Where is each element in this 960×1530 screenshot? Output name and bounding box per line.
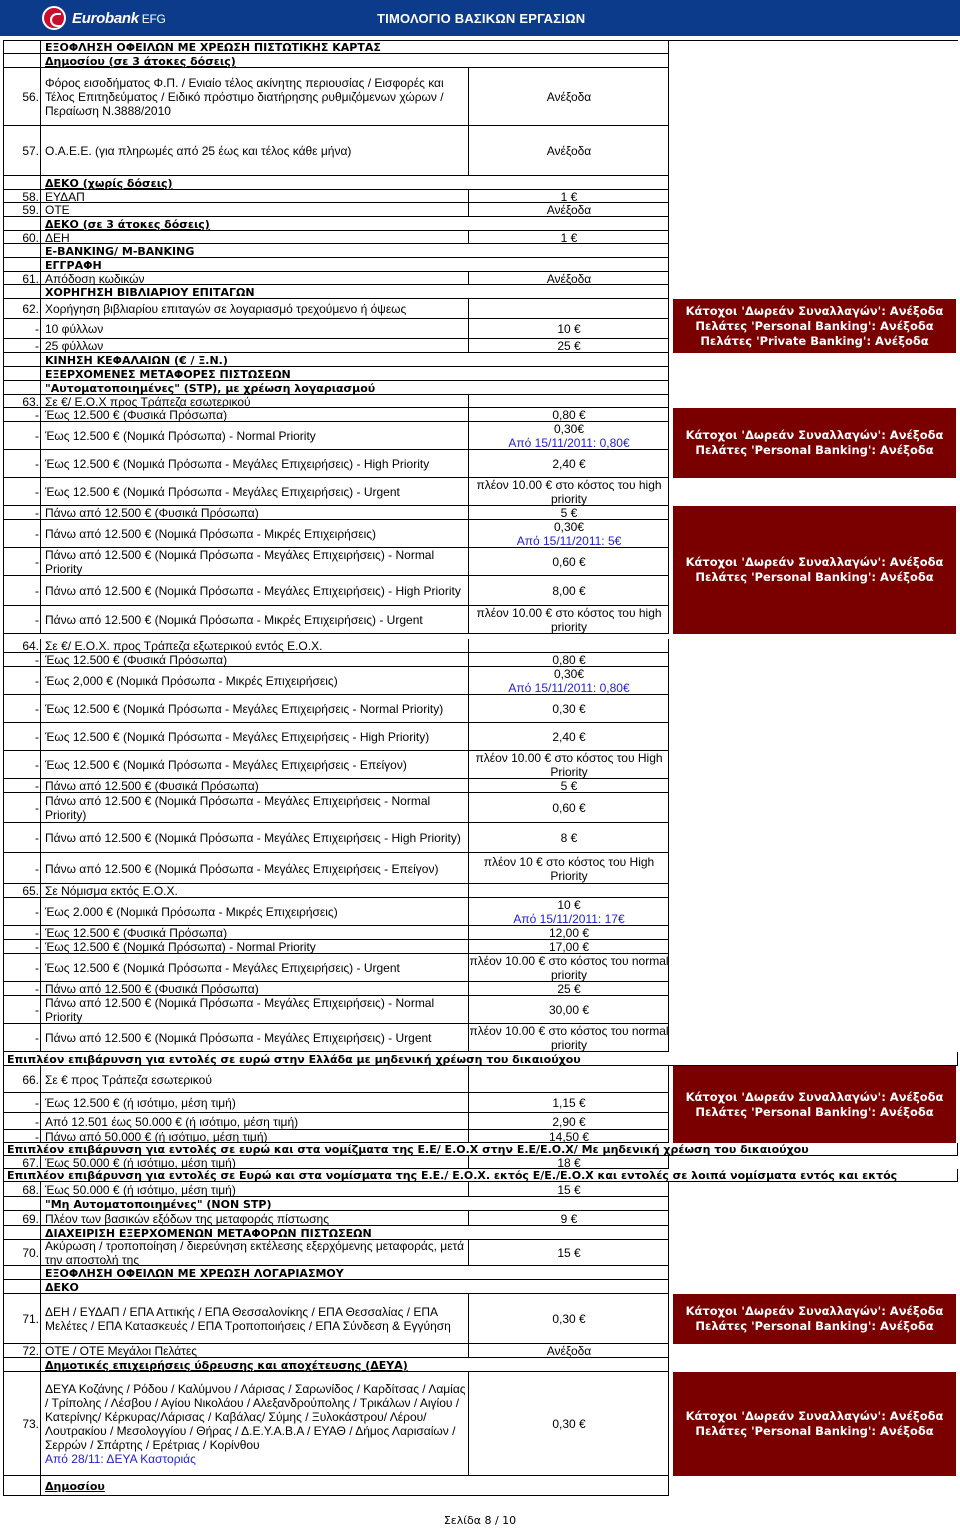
exemption-note-line: Πελάτες 'Personal Banking': Ανέξοδα [695,570,934,584]
section-heading-row [3,1197,958,1211]
exemption-note-line: Πελάτες 'Private Banking': Ανέξοδα [700,333,929,348]
item-fee: 8 € [560,831,578,845]
section-heading: E-BANKING/ M-BANKING [45,244,195,258]
section-heading: "Μη Αυτοματοποιημένες" (NON STP) [45,1197,272,1211]
section-heading-row [3,367,958,381]
item-number: - [35,926,39,940]
item-description [43,1372,469,1476]
item-number: 66. [22,1072,39,1087]
section-heading-row [3,1280,958,1294]
item-fee: Ανέξοδα [546,1344,592,1358]
item-number: - [35,982,39,996]
item-description: Πάνω από 12.500 € (Νομικά Πρόσωπα - Μικρές Επιχειρήσεις) - Urgent [45,613,423,627]
item-fee-value: 0,30€ [553,520,585,534]
section-heading-row [3,258,958,272]
table-row [3,695,958,723]
exemption-note-line: Πελάτες 'Personal Banking': Ανέξοδα [695,1424,934,1438]
table-row [3,898,958,926]
item-description: Έως 12.500 € (Φυσικά Πρόσωπα) [45,926,228,940]
item-description-text: ΔΕΥΑ Κοζάνης / Ρόδου / Καλύμνου / Λάρισας / Σαρωνίδος / Καρδίτσας / Λαμίας / Τρίπολης / Λέσβου / Αγίου Νικολάου / Αλεξανδρούπολης / Τρικάλων / Αιγίου / Κατερίνης/ Κέρκυρας/Λάρισας / Καβάλας/ Σύμης / Ξυλοκάστρου/ Λέρου/ Λουτρακίου / Μεσολογγίου / Θήρας / Δ.Ε.Υ.Α.Β.Α / ΕΥΑΘ / Δήμος Λαρισαίων / Σερρών / Σπάρτης / Ερέτριας / Κορίνθου [45,1382,466,1452]
table-row [3,779,958,793]
item-description: Σε €/ Ε.Ο.Χ. προς Τράπεζα εξωτερικού εντός Ε.Ο.Χ. [45,639,323,653]
section-heading-row [3,1052,958,1066]
section-heading: ΔΙΑΧΕΙΡΙΣΗ ΕΞΕΡΧΟΜΕΝΩΝ ΜΕΤΑΦΟΡΩΝ ΠΙΣΤΩΣΕΩΝ [45,1226,372,1240]
table-row [3,982,958,996]
item-description: Χορήγηση βιβλιαρίου επιταγών σε λογαριασμό τρεχούμενο ή όψεως [45,302,407,316]
item-number: 63. [22,395,39,408]
item-number: - [35,613,39,627]
item-number: 64. [22,639,39,653]
item-number: - [35,1031,39,1045]
item-number: - [35,653,39,667]
item-fee-value: 0,30€ [553,422,585,436]
table-row [3,996,958,1024]
table-row [3,478,958,506]
item-number: 69. [22,1211,39,1226]
item-number: - [35,1114,39,1129]
item-fee: 0,30 € [552,1417,586,1431]
item-fee-new-value: Από 15/11/2011: 0,80€ [508,681,630,695]
logo-mark-icon [42,6,66,30]
item-fee [469,667,669,695]
table-row [3,1156,958,1169]
item-description: ΟΤΕ [45,203,70,217]
section-heading-row [3,1143,958,1156]
exemption-note-line: Κάτοχοι 'Δωρεάν Συναλλαγών': Ανέξοδα [685,1304,944,1318]
item-fee: 10 € [557,322,581,336]
table-row [3,853,958,884]
exemption-note-line: Πελάτες 'Personal Banking': Ανέξοδα [695,443,934,457]
item-fee: πλέον 10.00 € στο κόστος του High Priority [475,751,663,779]
item-description: Έως 12.500 € (Νομικά Πρόσωπα - Μεγάλες Επιχειρήσεις) - Urgent [45,485,400,499]
section-heading-row [3,1169,958,1182]
item-fee: 18 € [557,1156,581,1169]
item-fee [469,299,669,319]
item-number: - [35,485,39,499]
item-description: Πάνω από 12.500 € (Νομικά Πρόσωπα - Μεγάλες Επιχειρήσεις) - High Priority [45,584,461,598]
item-number: - [35,940,39,954]
item-fee-value: 0,30€ [553,667,585,681]
item-description: Έως 12.500 € (Νομικά Πρόσωπα - Μεγάλες Επιχειρήσεις) - Urgent [45,961,400,975]
table-row [3,126,958,176]
table-row [3,926,958,940]
section-heading-row [3,1266,958,1280]
item-fee: 0,80 € [552,408,586,422]
section-heading-row [3,381,958,395]
item-fee [469,1066,669,1093]
exemption-note-line: Κάτοχοι 'Δωρεάν Συναλλαγών': Ανέξοδα [685,1409,944,1423]
table-row [3,793,958,823]
item-description: Έως 12.500 € (Νομικά Πρόσωπα - Μεγάλες Επιχειρήσεις - Επείγον) [45,758,407,772]
item-fee: 15 € [557,1182,581,1197]
item-description: Έως 12.500 € (Νομικά Πρόσωπα - Μεγάλες Επιχειρήσεις - High Priority) [45,730,430,744]
section-heading: Δημοτικές επιχειρήσεις ύδρευσης και αποχέτευσης (ΔΕΥΑ) [45,1358,408,1372]
table-row [3,203,958,217]
table-row [3,1211,958,1226]
section-heading-row [3,40,958,54]
item-number: 56. [22,90,39,104]
section-heading: Επιπλέον επιβάρυνση για εντολές σε ευρώ στην Ελλάδα με μηδενική χρέωση του δικαιούχου [7,1052,581,1066]
section-heading-row [3,1476,958,1496]
item-fee-value: 10 € [557,898,581,912]
item-description: Έως 2,000 € (Νομικά Πρόσωπα - Μικρές Επιχειρήσεις) [45,674,338,688]
item-number: - [35,905,39,919]
item-fee: Ανέξοδα [546,144,592,158]
item-fee: 5 € [560,506,578,520]
item-fee: 25 € [557,339,581,353]
section-heading-row [3,285,958,299]
exemption-note [673,408,956,478]
section-heading-row [3,54,958,68]
item-number: 62. [22,302,39,316]
item-description: ΔΕΗ [45,231,70,244]
logo-sub: EFG [141,11,166,26]
item-fee: 2,40 € [552,730,586,744]
item-number: - [35,758,39,772]
section-heading-row [3,217,958,231]
item-number: - [35,527,39,541]
item-description: Πάνω από 12.500 € (Νομικά Πρόσωπα - Μεγάλες Επιχειρήσεις) - Normal Priority [45,996,435,1024]
table-row [3,653,958,667]
exemption-note-line: Κάτοχοι 'Δωρεάν Συναλλαγών': Ανέξοδα [685,555,944,569]
section-heading: ΔΕΚΟ (σε 3 άτοκες δόσεις) [45,217,210,231]
item-fee: 0,60 € [552,555,586,569]
item-description: Σε Νόμισμα εκτός Ε.Ο.Χ. [45,884,178,898]
item-fee: πλέον 10.00 € στο κόστος του high priority [476,606,662,634]
item-number: - [35,674,39,688]
item-fee: 0,80 € [552,653,586,667]
item-description: Έως 12.500 € (Νομικά Πρόσωπα - Μεγάλες Επιχειρήσεις - Normal Priority) [45,702,444,716]
item-description: Έως 12.500 € (Νομικά Πρόσωπα) - Normal Priority [45,429,316,443]
item-number: - [35,779,39,793]
table-row [3,1240,958,1266]
page-header [0,0,960,36]
section-heading: ΕΞΕΡΧΟΜΕΝΕΣ ΜΕΤΑΦΟΡΕΣ ΠΙΣΤΩΣΕΩΝ [45,367,291,381]
item-fee: 2,90 € [552,1114,586,1129]
section-heading: "Αυτοματοποιημένες" (STP), με χρέωση λογαριασμού [45,381,376,395]
item-number: 71. [22,1312,39,1326]
item-description: Πάνω από 12.500 € (Φυσικά Πρόσωπα) [45,982,259,996]
item-description: Πλέον των βασικών εξόδων της μεταφοράς πίστωσης [45,1211,330,1226]
section-heading: ΧΟΡΗΓΗΣΗ ΒΙΒΛΙΑΡΙΟΥ ΕΠΙΤΑΓΩΝ [45,285,255,299]
table-row [3,1182,958,1197]
item-description: Πάνω από 12.500 € (Φυσικά Πρόσωπα) [45,506,259,520]
item-number: - [35,1096,39,1110]
item-fee: 1 € [560,231,578,244]
item-description: Ο.Α.Ε.Ε. (για πληρωμές από 25 έως και τέλος κάθε μήνα) [45,144,352,158]
exemption-note-line: Κάτοχοι 'Δωρεάν Συναλλαγών': Ανέξοδα [685,428,944,442]
item-fee: πλέον 10.00 € στο κόστος του normal priority [469,1024,669,1052]
section-heading: Δημοσίου (σε 3 άτοκες δόσεις) [45,54,236,68]
item-description: Απόδοση κωδικών [45,272,145,285]
item-fee: 0,30 € [552,702,586,716]
item-number: 70. [22,1246,39,1260]
item-fee: 15 € [557,1246,581,1260]
item-description: Σε € προς Τράπεζα εσωτερικού [45,1072,212,1087]
section-heading: ΕΞΟΦΛΗΣΗ ΟΦΕΙΛΩΝ ΜΕ ΧΡΕΩΣΗ ΠΙΣΤΩΤΙΚΗΣ ΚΑΡΤΑΣ [45,40,381,54]
table-row [3,954,958,982]
item-fee: Ανέξοδα [546,272,592,285]
item-fee: πλέον 10 € στο κόστος του High Priority [483,854,655,883]
item-description: Πάνω από 12.500 € (Νομικά Πρόσωπα - Μικρές Επιχειρήσεις) [45,527,377,541]
item-description: Έως 50.000 € (ή ισότιμο, μέση τιμή) [45,1156,236,1169]
section-heading: Επιπλέον επιβάρυνση για εντολές σε ευρώ και στα νομίζματα της Ε.Ε/ Ε.Ο.Χ στην Ε.Ε/Ε.Ο.Χ/ Με μηδενική χρέωση του δικαιούχου [7,1143,809,1156]
bank-logo [42,4,166,32]
item-description: ΟΤΕ / ΟΤΕ Μεγάλοι Πελάτες [45,1344,198,1358]
item-fee: 12,00 € [548,926,590,940]
item-number: 65. [22,884,39,898]
table-row [3,68,958,126]
section-heading: ΚΙΝΗΣΗ ΚΕΦΑΛΑΙΩΝ (€ / Ξ.Ν.) [45,353,228,367]
page-title: ΤΙΜΟΛΟΓΙΟ ΒΑΣΙΚΩΝ ΕΡΓΑΣΙΩΝ [377,11,586,26]
item-number: - [35,831,39,845]
item-number: 72. [22,1344,39,1358]
item-description: Έως 12.500 € (Φυσικά Πρόσωπα) [45,408,228,422]
item-number: - [35,457,39,471]
section-heading-row [3,244,958,258]
item-number: 59. [22,203,39,217]
item-number: 58. [22,190,39,203]
section-heading: ΔΕΚΟ (χωρίς δόσεις) [45,176,173,190]
item-fee: 9 € [560,1211,578,1226]
table-row [3,395,958,408]
section-heading-row [3,176,958,190]
section-heading: ΔΕΚΟ [45,1280,79,1294]
section-heading: ΕΞΟΦΛΗΣΗ ΟΦΕΙΛΩΝ ΜΕ ΧΡΕΩΣΗ ΛΟΓΑΡΙΑΣΜΟΥ [45,1266,344,1280]
section-heading: ΕΓΓΡΑΦΗ [45,258,102,272]
item-fee-new-value: Από 15/11/2011: 0,80€ [508,436,630,450]
item-number: - [35,861,39,876]
item-description: Πάνω από 50.000 € (ή ισότιμο, μέση τιμή) [45,1130,268,1143]
item-description: Έως 12.500 € (Φυσικά Πρόσωπα) [45,653,228,667]
exemption-note-line: Πελάτες 'Personal Banking': Ανέξοδα [695,1319,934,1333]
item-fee [469,395,669,408]
exemption-note-line: Κάτοχοι 'Δωρεάν Συναλλαγών': Ανέξοδα [685,1089,944,1104]
item-description: Πάνω από 12.500 € (Νομικά Πρόσωπα - Μεγάλες Επιχειρήσεις - Normal Priority) [45,794,431,822]
item-description: ΕΥΔΑΠ [45,190,85,203]
item-description: Πάνω από 12.500 € (Νομικά Πρόσωπα - Μεγάλες Επιχειρήσεις - High Priority) [45,831,461,845]
item-fee: 0,30 € [552,1312,586,1326]
exemption-note [673,506,956,634]
item-fee [469,639,669,653]
item-fee: 25 € [557,982,581,996]
table-row [3,1344,958,1358]
item-description: Έως 2.000 € (Νομικά Πρόσωπα - Μικρές Επιχειρήσεις) [45,905,338,919]
item-number: - [35,730,39,744]
item-fee: 0,60 € [552,801,586,815]
item-number: 73. [22,1417,39,1431]
price-table [3,40,958,1496]
item-fee: 1,15 € [552,1096,586,1110]
exemption-note [673,1066,956,1143]
item-description: Έως 12.500 € (Νομικά Πρόσωπα) - Normal Priority [45,940,316,954]
item-fee: Ανέξοδα [546,90,592,104]
item-description: Έως 12.500 € (Νομικά Πρόσωπα - Μεγάλες Επιχειρήσεις) - High Priority [45,457,430,471]
exemption-note [673,1294,956,1344]
item-description: Σε €/ Ε.Ο.Χ προς Τράπεζα εσωτερικού [45,395,251,408]
exemption-note-line: Πελάτες 'Personal Banking': Ανέξοδα [695,1104,934,1119]
item-fee: 2,40 € [552,457,586,471]
item-description-note: Από 28/11: ΔΕΥΑ Καστοριάς [45,1452,196,1466]
item-fee [469,884,669,898]
item-fee: 30,00 € [548,1003,590,1017]
item-number: - [35,408,39,422]
item-description: Έως 50.000 € (ή ισότιμο, μέση τιμή) [45,1182,236,1197]
item-fee: πλέον 10.00 € στο κόστος του high priority [476,478,662,506]
item-fee: 1 € [560,190,578,203]
item-description: Από 12.501 έως 50.000 € (ή ισότιμο, μέση τιμή) [45,1114,299,1129]
item-description: Πάνω από 12.500 € (Φυσικά Πρόσωπα) [45,779,259,793]
section-heading: Επιπλέον επιβάρυνση για εντολές σε Ευρώ και στα νομίσματα της Ε.Ε./ Ε.Ο.Χ. εκτός Ε/Ε./Ε.Ο.Χ και εντολές σε λοιπά νομίσματα εντός και εκτός [7,1169,898,1182]
item-description: 10 φύλλων [45,322,104,336]
item-fee [469,520,669,548]
table-row [3,723,958,751]
item-number: - [35,584,39,598]
item-number: 68. [22,1182,39,1197]
item-number: - [35,801,39,815]
item-number: - [35,339,39,353]
item-fee [469,898,669,926]
item-number: - [35,961,39,975]
table-row [3,1024,958,1052]
item-number: - [35,429,39,443]
item-number: - [35,322,39,336]
item-number: - [35,506,39,520]
table-row [3,639,958,653]
item-description: Πάνω από 12.500 € (Νομικά Πρόσωπα - Μεγάλες Επιχειρήσεις) - Urgent [45,1031,432,1045]
table-row [3,190,958,203]
table-row [3,751,958,779]
item-number: 67. [22,1156,39,1169]
item-fee [469,422,669,450]
item-number: 60. [22,231,39,244]
item-number: - [35,702,39,716]
table-row [3,884,958,898]
logo-name: Eurobank [72,9,139,27]
item-description: Πάνω από 12.500 € (Νομικά Πρόσωπα - Μεγάλες Επιχειρήσεις) - Normal Priority [45,548,435,576]
section-heading-row [3,1358,958,1372]
exemption-note [673,299,956,353]
item-fee-new-value: Από 15/11/2011: 17€ [513,912,625,926]
item-number: 61. [22,272,39,285]
exemption-note-line: Κάτοχοι 'Δωρεάν Συναλλαγών': Ανέξοδα [685,303,944,318]
item-number: 57. [22,144,39,158]
section-heading-row [3,1226,958,1240]
exemption-note-line: Πελάτες 'Personal Banking': Ανέξοδα [695,318,934,333]
item-description: Έως 12.500 € (ή ισότιμο, μέση τιμή) [45,1096,236,1110]
item-number: - [35,1130,39,1143]
item-fee: 14,50 € [548,1130,590,1143]
item-fee: 8,00 € [552,584,586,598]
table-row [3,231,958,244]
page-number: Σελίδα 8 / 10 [443,1514,517,1527]
item-fee: πλέον 10.00 € στο κόστος του normal priority [469,954,669,982]
item-description: Πάνω από 12.500 € (Νομικά Πρόσωπα - Μεγάλες Επιχειρήσεις - Επείγον) [45,861,439,876]
table-row [3,823,958,853]
item-description: 25 φύλλων [45,339,104,353]
item-description: ΔΕΗ / ΕΥΔΑΠ / ΕΠΑ Αττικής / ΕΠΑ Θεσσαλονίκης / ΕΠΑ Θεσσαλίας / ΕΠΑ Μελέτες / ΕΠΑ Κατασκευές / ΕΠΑ Τροποποιήσεις / ΕΠΑ Σύνδεση & Εγγύηση [45,1305,451,1333]
item-description: Ακύρωση / τροποποίηση / διερεύνηση εκτέλεσης εξερχόμενης μεταφοράς, μετά την αποστολή της [45,1240,465,1266]
item-number: - [35,555,39,569]
item-fee: Ανέξοδα [546,203,592,217]
item-fee: 17,00 € [548,940,590,954]
item-description: Φόρος εισοδήματος Φ.Π. / Ενιαίο τέλος ακίνητης περιουσίας / Εισφορές και Τέλος Επιτηδεύματος / Ειδικό πρόστιμο διατήρησης ρυθμιζόμενων χώρων / Περαίωση Ν.3888/2010 [45,76,444,118]
exemption-note [673,1372,956,1476]
table-row [3,940,958,954]
table-row [3,272,958,285]
item-number: - [35,1003,39,1017]
item-fee: 5 € [560,779,578,793]
item-fee-new-value: Από 15/11/2011: 5€ [516,534,622,548]
section-heading: Δημοσίου [45,1479,105,1493]
section-heading-row [3,353,958,367]
table-row [3,667,958,695]
